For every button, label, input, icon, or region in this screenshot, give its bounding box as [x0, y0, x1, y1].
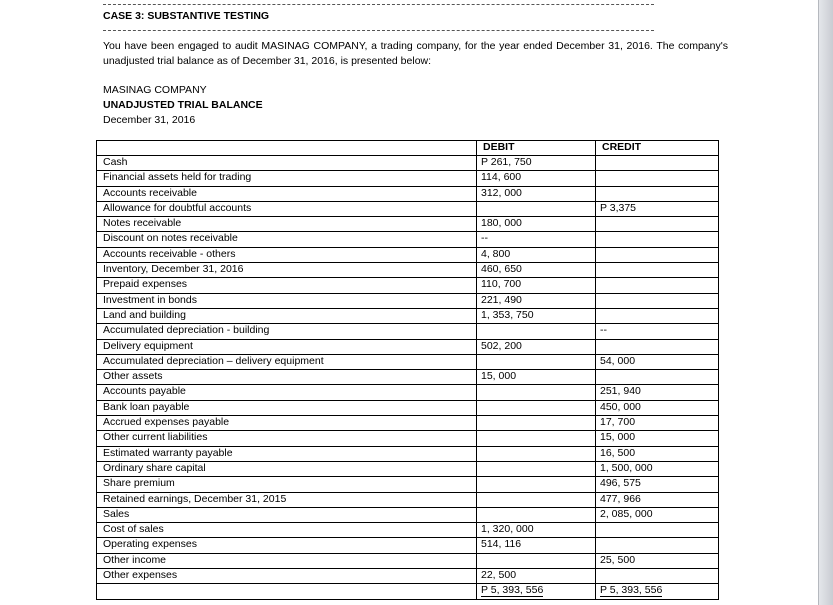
- cell-credit: [596, 339, 719, 354]
- cell-credit: [596, 186, 719, 201]
- table-row: [97, 370, 719, 385]
- cell-account: Other income: [97, 553, 477, 568]
- cell-credit: 496, 575: [596, 477, 719, 492]
- table-row: [97, 553, 719, 568]
- cell-credit: 54, 000: [596, 354, 719, 369]
- cell-account: Delivery equipment: [97, 339, 477, 354]
- cell-credit: 477, 966: [596, 492, 719, 507]
- table-row: [97, 201, 719, 216]
- table-row: [97, 339, 719, 354]
- table-row: [97, 416, 719, 431]
- table-row: [97, 263, 719, 278]
- cell-debit: [477, 461, 596, 476]
- cell-debit: 114, 600: [477, 171, 596, 186]
- table-row: [97, 538, 719, 553]
- cell-account: Allowance for doubtful accounts: [97, 201, 477, 216]
- cell-credit: 16, 500: [596, 446, 719, 461]
- cell-debit: [477, 446, 596, 461]
- cell-credit: [596, 569, 719, 584]
- table-row: [97, 523, 719, 538]
- cell-credit: [596, 538, 719, 553]
- cell-debit: 1, 353, 750: [477, 308, 596, 323]
- cell-credit: [596, 278, 719, 293]
- cell-debit: 514, 116: [477, 538, 596, 553]
- cell-credit: 251, 940: [596, 385, 719, 400]
- cell-credit: [596, 247, 719, 262]
- company-name: MASINAG COMPANY: [103, 84, 207, 96]
- cell-account: Investment in bonds: [97, 293, 477, 308]
- cell-account: Cash: [97, 156, 477, 171]
- table-row: [97, 400, 719, 415]
- cell-account: Other assets: [97, 370, 477, 385]
- cell-debit: [477, 553, 596, 568]
- report-title: UNADJUSTED TRIAL BALANCE: [103, 99, 263, 111]
- cell-account: Ordinary share capital: [97, 461, 477, 476]
- cell-debit: --: [477, 232, 596, 247]
- table-row: [97, 431, 719, 446]
- table-row: [97, 247, 719, 262]
- cell-credit: [596, 370, 719, 385]
- cell-account: Operating expenses: [97, 538, 477, 553]
- total-label: [97, 584, 477, 599]
- table-row: [97, 492, 719, 507]
- cell-credit: 450, 000: [596, 400, 719, 415]
- report-date: December 31, 2016: [103, 114, 196, 126]
- cell-account: Cost of sales: [97, 523, 477, 538]
- cell-debit: [477, 385, 596, 400]
- cell-account: Other current liabilities: [97, 431, 477, 446]
- cell-debit: 1, 320, 000: [477, 523, 596, 538]
- cell-account: Accumulated depreciation – delivery equipment: [97, 354, 477, 369]
- totals-row: [97, 584, 719, 599]
- table-row: [97, 354, 719, 369]
- cell-account: Discount on notes receivable: [97, 232, 477, 247]
- table-row: [97, 569, 719, 584]
- cell-account: Accounts receivable: [97, 186, 477, 201]
- cell-debit: [477, 416, 596, 431]
- total-debit: [477, 584, 596, 599]
- cell-debit: 312, 000: [477, 186, 596, 201]
- cell-account: Prepaid expenses: [97, 278, 477, 293]
- cell-credit: 15, 000: [596, 431, 719, 446]
- cell-debit: 15, 000: [477, 370, 596, 385]
- cell-account: Bank loan payable: [97, 400, 477, 415]
- cell-debit: 22, 500: [477, 569, 596, 584]
- cell-credit: 1, 500, 000: [596, 461, 719, 476]
- table-row: [97, 324, 719, 339]
- cell-account: Inventory, December 31, 2016: [97, 263, 477, 278]
- cell-account: Retained earnings, December 31, 2015: [97, 492, 477, 507]
- table-row: [97, 232, 719, 247]
- cell-debit: [477, 354, 596, 369]
- table-row: [97, 217, 719, 232]
- intro-paragraph: You have been engaged to audit MASINAG COMPANY, a trading company, for the year ended December 31, 2016. The company's unadjusted trial balance as of December 31, 2016, is presented below:: [103, 40, 728, 67]
- cell-debit: [477, 201, 596, 216]
- cell-debit: 460, 650: [477, 263, 596, 278]
- cell-account: Estimated warranty payable: [97, 446, 477, 461]
- cell-debit: [477, 477, 596, 492]
- total-credit: [596, 584, 719, 599]
- cell-account: Notes receivable: [97, 217, 477, 232]
- cell-credit: [596, 308, 719, 323]
- cell-account: Sales: [97, 507, 477, 522]
- cell-account: Accounts receivable - others: [97, 247, 477, 262]
- cell-account: Accrued expenses payable: [97, 416, 477, 431]
- table-row: [97, 186, 719, 201]
- table-row: [97, 507, 719, 522]
- table-row: [97, 278, 719, 293]
- cell-credit: 2, 085, 000: [596, 507, 719, 522]
- table-row: [97, 461, 719, 476]
- table-row: [97, 308, 719, 323]
- cell-account: Financial assets held for trading: [97, 171, 477, 186]
- company-header: [103, 83, 263, 128]
- total-credit-value: P 5, 393, 556: [600, 584, 663, 597]
- cell-credit: 17, 700: [596, 416, 719, 431]
- cell-account: Share premium: [97, 477, 477, 492]
- header-debit: DEBIT: [477, 141, 596, 156]
- cell-credit: [596, 232, 719, 247]
- case-title: CASE 3: SUBSTANTIVE TESTING: [103, 10, 270, 22]
- table-header-row: [97, 141, 719, 156]
- cell-credit: [596, 171, 719, 186]
- table-row: [97, 446, 719, 461]
- cell-debit: [477, 431, 596, 446]
- cell-credit: --: [596, 324, 719, 339]
- cell-debit: [477, 400, 596, 415]
- cell-debit: 502, 200: [477, 339, 596, 354]
- total-debit-value: P 5, 393, 556: [481, 584, 544, 597]
- table-row: [97, 171, 719, 186]
- cell-debit: 4, 800: [477, 247, 596, 262]
- cell-credit: P 3,375: [596, 201, 719, 216]
- cell-account: Other expenses: [97, 569, 477, 584]
- cell-debit: 221, 490: [477, 293, 596, 308]
- header-credit: CREDIT: [596, 141, 719, 156]
- cell-account: Accounts payable: [97, 385, 477, 400]
- table-body: [97, 156, 719, 600]
- trial-balance-table: [96, 140, 719, 600]
- table-row: [97, 385, 719, 400]
- cell-credit: 25, 500: [596, 553, 719, 568]
- window-scrollbar-edge: [818, 0, 833, 605]
- cell-debit: [477, 324, 596, 339]
- divider-top: [103, 4, 654, 5]
- cell-credit: [596, 523, 719, 538]
- cell-credit: [596, 293, 719, 308]
- divider-below-title: [103, 30, 654, 31]
- cell-debit: P 261, 750: [477, 156, 596, 171]
- cell-credit: [596, 263, 719, 278]
- table-row: [97, 477, 719, 492]
- table-row: [97, 293, 719, 308]
- cell-debit: 180, 000: [477, 217, 596, 232]
- cell-debit: [477, 492, 596, 507]
- cell-account: Land and building: [97, 308, 477, 323]
- header-account: [97, 141, 477, 156]
- cell-debit: 110, 700: [477, 278, 596, 293]
- cell-debit: [477, 507, 596, 522]
- cell-account: Accumulated depreciation - building: [97, 324, 477, 339]
- cell-credit: [596, 217, 719, 232]
- table-row: [97, 156, 719, 171]
- cell-credit: [596, 156, 719, 171]
